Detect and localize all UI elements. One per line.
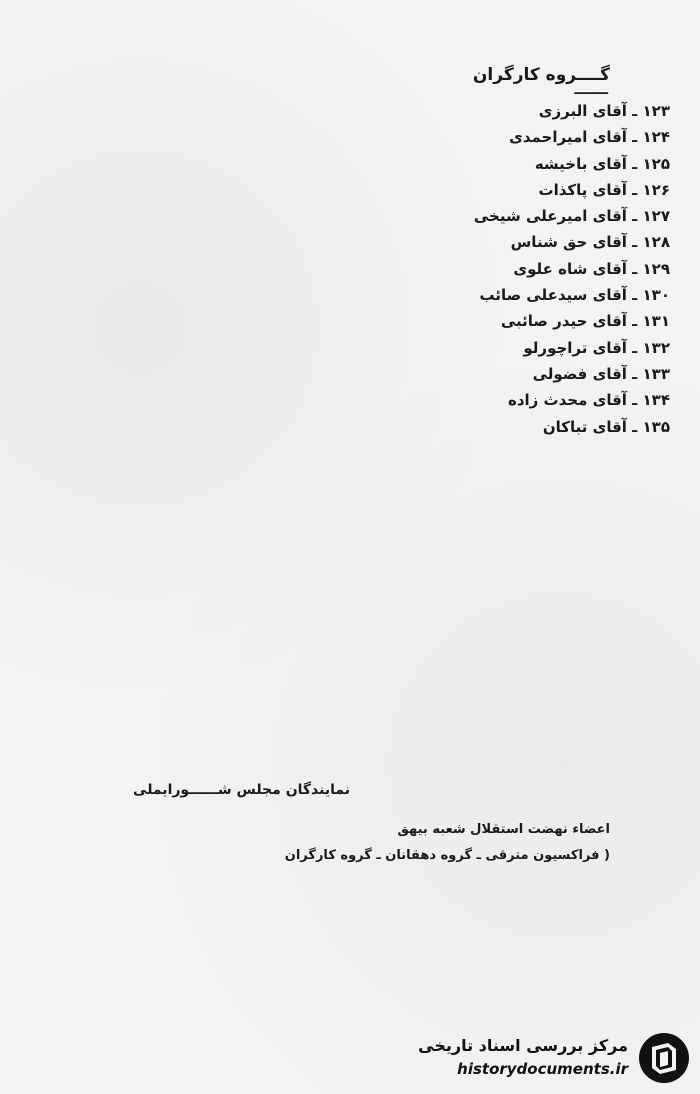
member-number: ۱۲۳ (642, 102, 670, 120)
member-list-item (340, 414, 670, 440)
member-name: ـ آقای پاکذات (538, 180, 638, 199)
member-name: ـ آقای حق شناس (510, 233, 638, 252)
member-list-item (340, 203, 670, 229)
workers-group-list (340, 62, 670, 440)
member-name: ـ آقای محدث زاده (507, 391, 638, 410)
member-number: ۱۲۸ (642, 233, 670, 252)
member-number: ۱۲۴ (642, 128, 670, 147)
member-name: ـ آقای تباکان (542, 417, 638, 436)
archive-logo-icon (638, 1032, 690, 1084)
member-number: ۱۲۶ (642, 180, 670, 199)
footer-line-1: اعضاء نهضت استقلال شعبه بیهق (397, 822, 610, 837)
member-list-item (340, 387, 670, 413)
member-number: ۱۲۷ (642, 207, 670, 226)
watermark (400, 1032, 690, 1084)
member-number: ۱۲۵ (642, 154, 670, 173)
member-number: ۱۲۹ (642, 259, 670, 278)
member-list-item (340, 98, 670, 124)
member-list-item (340, 308, 670, 334)
member-name: ـ آقای تراچورلو (523, 338, 638, 357)
member-name: ـ آقای البرزی (538, 102, 638, 120)
member-number: ۱۳۰ (642, 286, 670, 305)
member-name: ـ آقای امیرعلی شیخی (473, 207, 638, 226)
footer-line-2: ( فراکسیون مترقی ـ گروه دهقانان ـ گروه کارگران (284, 848, 610, 863)
member-list-item (340, 335, 670, 361)
member-number: ۱۳۱ (642, 312, 670, 331)
watermark-text-en: historydocuments.ir (457, 1060, 628, 1078)
member-list-item (340, 256, 670, 282)
member-list (340, 98, 670, 440)
member-number: ۱۳۴ (642, 391, 670, 410)
group-heading-underline: ـــــــ (574, 82, 608, 98)
group-heading: گــــروه کارگران (472, 65, 610, 85)
member-list-item (340, 229, 670, 255)
member-name: ـ آقای امیراحمدی (509, 128, 638, 147)
member-list-item (340, 282, 670, 308)
member-list-item (340, 361, 670, 387)
member-name: ـ آقای فضولی (532, 364, 638, 383)
footer-title: نمایندگان مجلس شــــــورایملی (133, 782, 350, 798)
member-list-item (340, 151, 670, 177)
member-number: ۱۳۳ (642, 364, 670, 383)
member-number: ۱۳۵ (642, 417, 670, 436)
member-list-item (340, 177, 670, 203)
member-number: ۱۳۲ (642, 338, 670, 357)
member-list-item (340, 124, 670, 150)
member-name: ـ آقای باخیشه (534, 154, 638, 173)
member-name: ـ آقای سیدعلی صائب (479, 286, 638, 305)
watermark-text-fa: مرکز بررسی اسناد تاریخی (418, 1036, 628, 1055)
member-name: ـ آقای حیدر صائبی (500, 312, 638, 331)
member-name: ـ آقای شاه علوی (513, 259, 638, 278)
